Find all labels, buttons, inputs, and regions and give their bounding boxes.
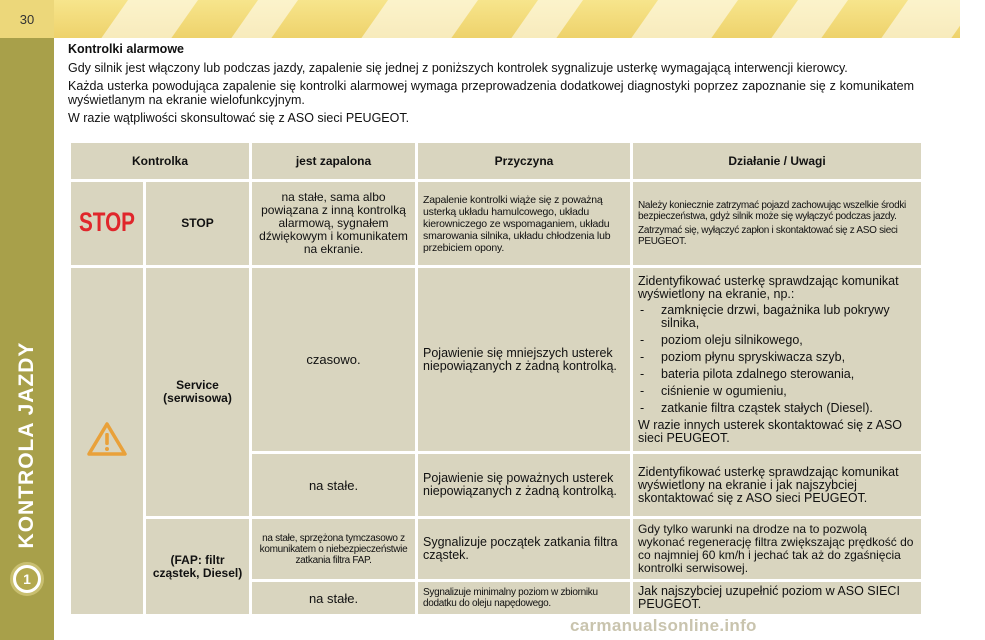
action — [633, 182, 921, 265]
cause: Pojawienie się mniejszych usterek niepowiązanych z żadną kontrolką. — [418, 268, 630, 451]
intro-paragraph: W razie wątpliwości skonsultować się z ASO sieci PEUGEOT. — [68, 111, 410, 125]
list-item: - poziom płynu spryskiwacza szyb, — [638, 351, 916, 364]
intro-section — [68, 42, 914, 129]
lit-condition: na stałe. — [252, 582, 415, 614]
header-kontrolka: Kontrolka — [71, 143, 249, 179]
header-action: Działanie / Uwagi — [633, 143, 921, 179]
chapter-title: KONTROLA JAZDY — [15, 341, 38, 549]
action-paragraph: Zatrzymać się, wyłączyć zapłon i skontaktować się z ASO sieci PEUGEOT. — [638, 225, 898, 247]
action: Zidentyfikować usterkę sprawdzając komunikat wyświetlony na ekranie i jak najszybciej skontaktować się z ASO sieci PEUGEOT. — [633, 454, 921, 516]
cause: Sygnalizuje początek zatkania filtra cząstek. — [418, 519, 630, 579]
action: Gdy tylko warunki na drodze na to pozwolą wykonać regenerację filtra zwiększając prędkość do co najmniej 60 km/h i jechać tak aż do zgaśnięcia kontrolki serwisowej. — [633, 519, 921, 579]
table-row — [71, 268, 921, 451]
cause: Zapalenie kontrolki wiąże się z poważną usterką układu hamulcowego, układu kierowniczego ze wspomaganiem, układu smarowania silnika, układu chłodzenia lub przebiciem opony. — [418, 182, 630, 265]
chapter-number: 1 — [16, 568, 38, 590]
lit-condition: na stałe, sprzężona tymczasowo z komunikatem o niebezpieczeństwie zatkania filtra FAP. — [252, 519, 415, 579]
table-row — [71, 519, 921, 579]
list-item: - zatkanie filtra cząstek stałych (Diesel). — [638, 402, 916, 415]
warning-lamps-table — [68, 140, 924, 617]
page-number: 30 — [0, 0, 54, 38]
intro-paragraph: Każda usterka powodująca zapalenie się kontrolki alarmowej wymaga przeprowadzenia dodatkowej diagnostyki poprzez zapoznanie się z komunikatem wyświetlanym na ekranie wielofunkcyjnym. — [68, 79, 914, 107]
lit-condition: na stałe, sama albo powiązana z inną kontrolką alarmową, sygnałem dźwiękowym i komunikatem na ekranie. — [252, 182, 415, 265]
table-row — [71, 182, 921, 265]
action-paragraph: Należy koniecznie zatrzymać pojazd zachowując wszelkie środki bezpieczeństwa, gdyż silnik może się wyłączyć podczas jazdy. — [638, 200, 906, 222]
header-cause: Przyczyna — [418, 143, 630, 179]
lamp-name: Service (serwisowa) — [146, 268, 249, 516]
chapter-sidebar — [0, 0, 54, 640]
intro-paragraph: Gdy silnik jest włączony lub podczas jazdy, zapalenie się jednej z poniższych kontrolek sygnalizuje usterkę wymagającą interwencji kierowcy. — [68, 61, 848, 75]
section-heading: Kontrolki alarmowe — [68, 42, 184, 56]
header-lit: jest zapalona — [252, 143, 415, 179]
list-item: - poziom oleju silnikowego, — [638, 334, 916, 347]
cause: Pojawienie się poważnych usterek niepowiązanych z żadną kontrolką. — [418, 454, 630, 516]
cause: Sygnalizuje minimalny poziom w zbiorniku dodatku do oleju napędowego. — [418, 582, 630, 614]
lit-condition: czasowo. — [252, 268, 415, 451]
action-outro: W razie innych usterek skontaktować się z ASO sieci PEUGEOT. — [638, 417, 903, 445]
stop-icon — [77, 206, 137, 236]
action: Jak najszybciej uzupełnić poziom w ASO SIECI PEUGEOT. — [633, 582, 921, 614]
warning-icon-cell — [71, 268, 143, 614]
lamp-name: (FAP: filtr cząstek, Diesel) — [146, 519, 249, 614]
warning-triangle-icon — [86, 421, 128, 457]
list-item: - bateria pilota zdalnego sterowania, — [638, 368, 916, 381]
chapter-badge — [10, 562, 44, 596]
list-item: - ciśnienie w ogumieniu, — [638, 385, 916, 398]
list-item: - zamknięcie drzwi, bagażnika lub pokrywy silnika, — [638, 304, 916, 330]
table-header-row — [71, 143, 921, 179]
action-list — [638, 304, 916, 415]
watermark: carmanualsonline.info — [570, 616, 757, 635]
header-band — [54, 0, 960, 38]
stop-icon-cell — [71, 182, 143, 265]
action-intro: Zidentyfikować usterkę sprawdzając komunikat wyświetlony na ekranie, np.: — [638, 273, 899, 301]
stop-icon-text: STOP — [79, 207, 135, 237]
lamp-name: STOP — [146, 182, 249, 265]
lit-condition: na stałe. — [252, 454, 415, 516]
action — [633, 268, 921, 451]
